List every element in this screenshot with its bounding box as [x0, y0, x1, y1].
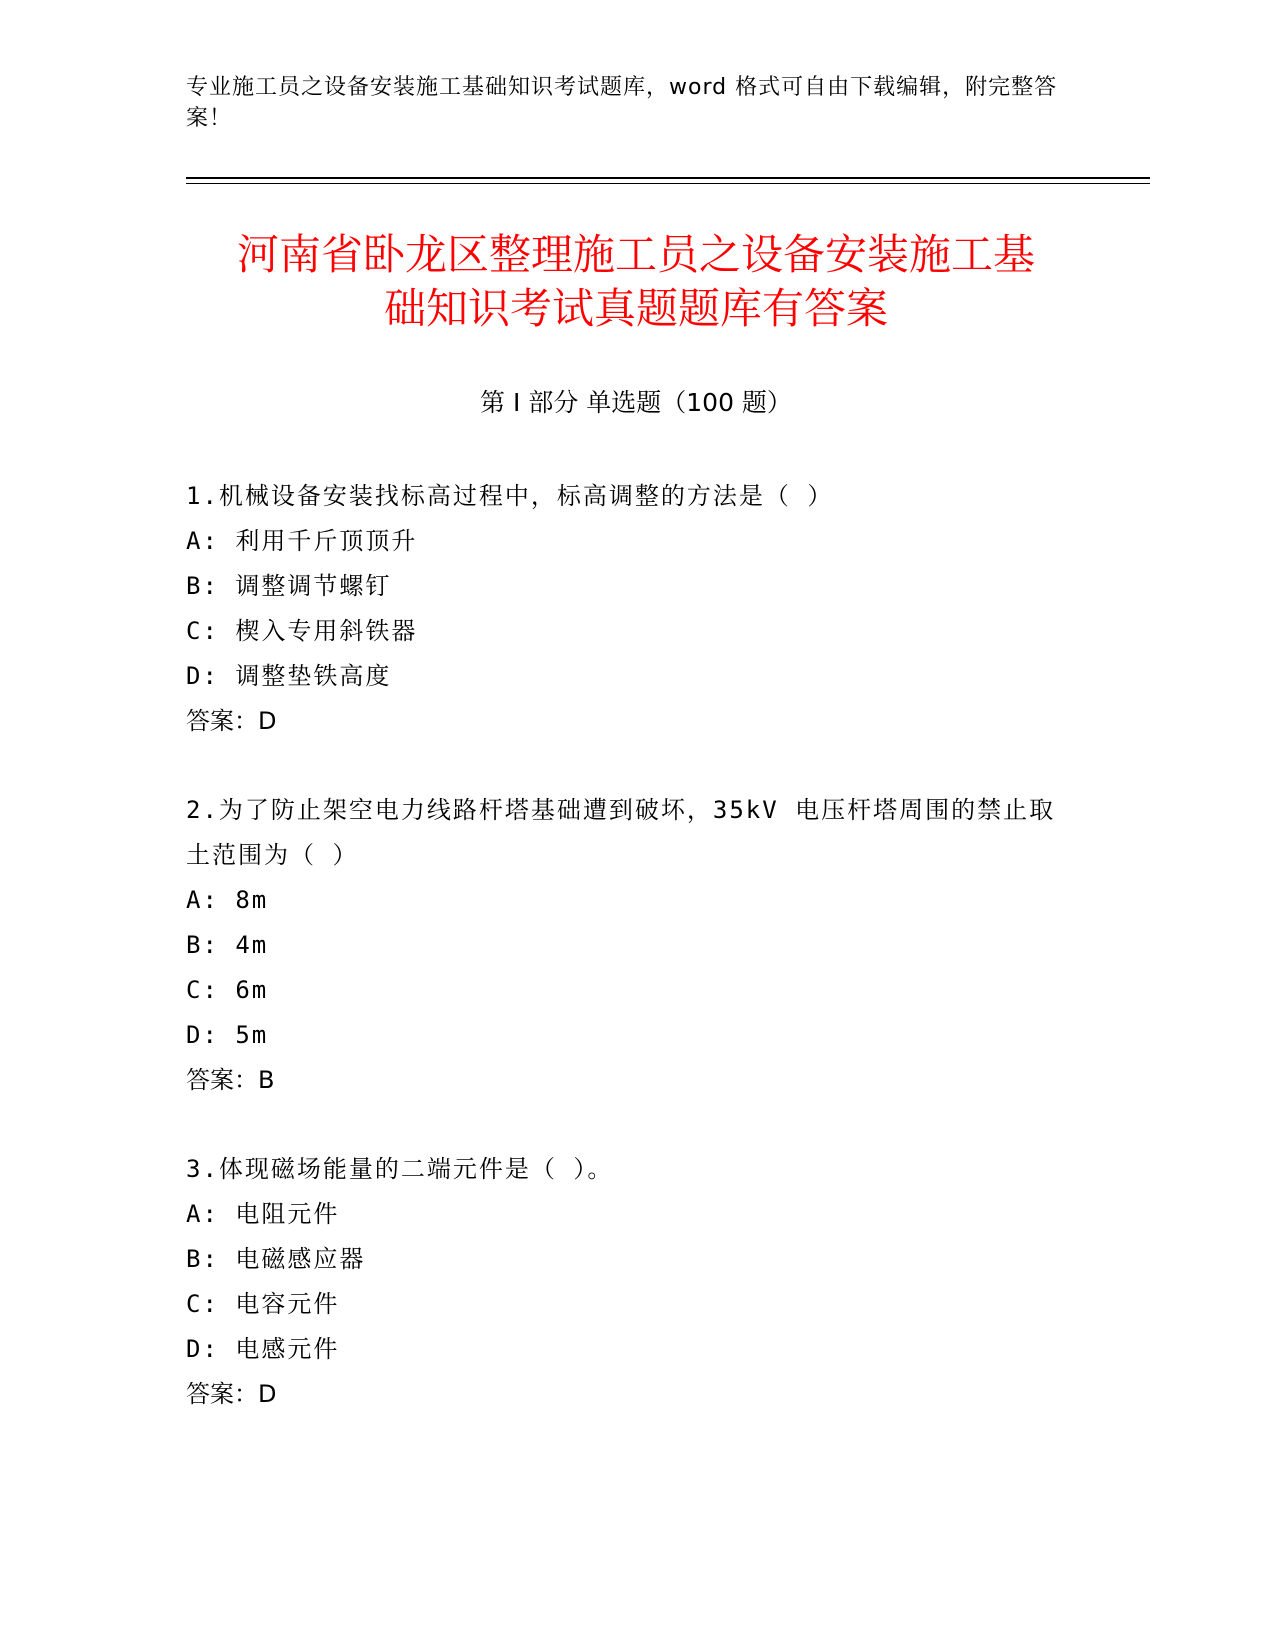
- question-stem: 1.机械设备安装找标高过程中，标高调整的方法是（ ）: [186, 482, 834, 510]
- option-b: B: 调整调节螺钉: [186, 572, 392, 600]
- option-b: B: 电磁感应器: [186, 1245, 366, 1273]
- option-c: C: 6m: [186, 976, 269, 1004]
- document-title-line-2: 础知识考试真题题库有答案: [383, 284, 888, 333]
- option-b: B: 4m: [186, 931, 269, 959]
- question-3: [186, 1147, 1066, 1417]
- answer-label: 答案：D: [186, 1380, 277, 1408]
- option-c: C: 楔入专用斜铁器: [186, 617, 418, 645]
- question-2: [186, 788, 1066, 1103]
- option-a: A: 8m: [186, 886, 269, 914]
- option-a: A: 利用千斤顶顶升: [186, 527, 418, 555]
- option-d: D: 调整垫铁高度: [186, 662, 392, 690]
- section-title: 第 I 部分 单选题（100 题）: [480, 388, 792, 417]
- option-d: D: 5m: [186, 1021, 269, 1049]
- question-list: [186, 474, 1066, 1461]
- question-stem: 3.体现磁场能量的二端元件是（ ）。: [186, 1155, 614, 1183]
- header-divider-thin: [186, 183, 1150, 184]
- answer-label: 答案：B: [186, 1066, 275, 1094]
- header-divider-thick: [186, 177, 1150, 179]
- option-d: D: 电感元件: [186, 1335, 340, 1363]
- option-c: C: 电容元件: [186, 1290, 340, 1318]
- document-title-line-1: 河南省卧龙区整理施工员之设备安装施工基: [236, 230, 1035, 279]
- option-a: A: 电阻元件: [186, 1200, 340, 1228]
- question-1: [186, 474, 1066, 744]
- answer-label: 答案：D: [186, 707, 277, 735]
- document-title: [186, 228, 1086, 336]
- question-stem: 2.为了防止架空电力线路杆塔基础遭到破坏，35kV 电压杆塔周围的禁止取土范围为（ ）: [186, 796, 1056, 869]
- header-note: 专业施工员之设备安装施工基础知识考试题库，word 格式可自由下载编辑，附完整答案！: [186, 75, 1058, 131]
